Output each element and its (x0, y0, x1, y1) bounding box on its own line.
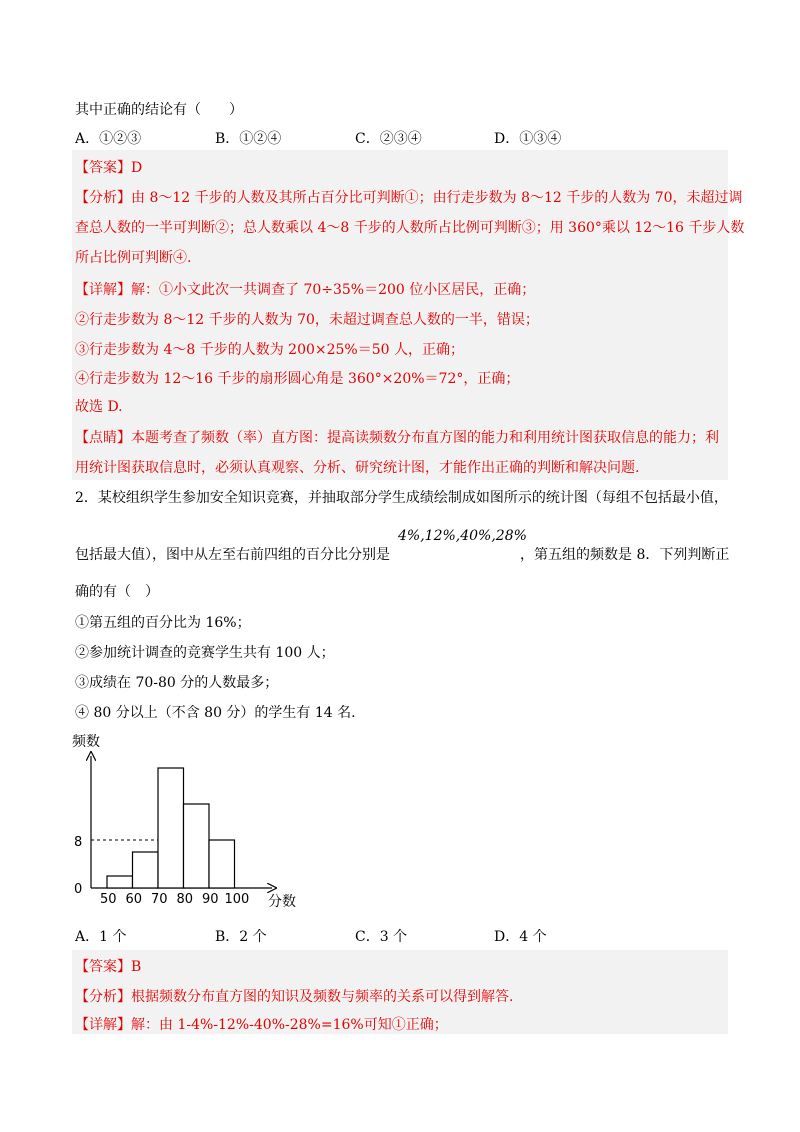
q2-detail: 【详解】解：由 1-4%-12%-40%-28%=16%可知①正确； (75, 1017, 448, 1033)
y-tick-0: 0 (74, 882, 83, 897)
x-tick-80: 80 (176, 892, 194, 907)
q2-stem-line-1: 2．某校组织学生参加安全知识竞赛，并抽取部分学生成绩绘制成如图所示的统计图（每组不包括最小值， (75, 490, 728, 506)
histogram-bar-80-90 (184, 804, 210, 888)
q2-answer: 【答案】B (75, 959, 142, 975)
q1-option-a: A．①②③ (75, 131, 142, 147)
q1-comment-line-2: 用统计图获取信息时，必须认真观察、分析、研究统计图，才能作出正确的判断和解决问题. (75, 460, 640, 476)
q1-analysis-line-2: 查总人数的一半可判断②；总人数乘以 4～8 千步的人数所占比例可判断③；用 360°乘以 12～16 千步人数 (75, 220, 745, 236)
q1-detail-line-2: ②行走步数为 8～12 千步的人数为 70，未超过调查总人数的一半，错误； (75, 312, 539, 328)
q1-detail-line-1: 【详解】解：①小文此次一共调查了 70÷35%＝200 位小区居民，正确； (75, 282, 536, 298)
q2-statement-4: ④ 80 分以上（不含 80 分）的学生有 14 名. (75, 705, 356, 721)
q2-stem-line-2-end: ，第五组的频数是 8．下列判断正 (520, 547, 730, 563)
y-tick-8: 8 (74, 835, 83, 850)
x-tick-60: 60 (125, 892, 143, 907)
q2-option-c: C．3 个 (355, 929, 408, 945)
q2-statement-2: ②参加统计调查的竞赛学生共有 100 人； (75, 645, 335, 661)
y-axis-label: 频数 (72, 734, 100, 750)
q2-statement-1: ①第五组的百分比为 16%； (75, 615, 251, 631)
x-axis-label: 分数 (268, 894, 296, 910)
q1-option-d: D．①③④ (494, 131, 562, 147)
q2-option-d: D．4 个 (494, 929, 547, 945)
q1-answer: 【答案】D (75, 160, 143, 176)
q1-option-c: C．②③④ (355, 131, 422, 147)
x-tick-70: 70 (151, 892, 168, 907)
q1-question-tail: 其中正确的结论有（ ） (75, 102, 243, 118)
q1-option-b: B．①②④ (215, 131, 282, 147)
x-tick-100: 100 (224, 892, 250, 907)
q1-detail-line-4: ④行走步数为 12～16 千步的扇形圆心角是 360°×20%＝72°，正确； (75, 371, 520, 387)
x-tick-50: 50 (100, 892, 117, 907)
q1-detail-line-5: 故选 D. (75, 399, 123, 415)
q1-comment-line-1: 【点睛】本题考查了频数（率）直方图：提高读频数分布直方图的能力和利用统计图获取信息的能力；利 (75, 430, 719, 446)
q2-analysis: 【分析】根据频数分布直方图的知识及频数与频率的关系可以得到解答. (75, 989, 514, 1005)
q1-analysis-line-1: 【分析】由 8～12 千步的人数及其所占百分比可判断①；由行走步数为 8～12 千步的人数为 70，未超过调 (75, 190, 743, 206)
q1-analysis-line-3: 所占比例可判断④. (75, 250, 192, 266)
x-tick-90: 90 (202, 892, 219, 907)
q2-percentages: 4%,12%,40%,28% (398, 528, 527, 544)
q2-stem-line-3: 确的有（ ） (75, 584, 159, 600)
histogram-bar-70-80 (158, 768, 184, 888)
q1-detail-line-3: ③行走步数为 4～8 千步的人数为 200×25%＝50 人，正确； (75, 342, 464, 358)
histogram-bar-50-60 (107, 876, 133, 888)
q2-option-b: B．2 个 (215, 929, 267, 945)
q2-statement-3: ③成绩在 70-80 分的人数最多； (75, 675, 279, 691)
histogram-bar-60-70 (133, 852, 159, 888)
q2-stem-line-2: 包括最大值），图中从左至右前四组的百分比分别是 (75, 547, 390, 563)
q2-option-a: A．1 个 (75, 929, 127, 945)
histogram-bar-90-100 (209, 840, 235, 888)
